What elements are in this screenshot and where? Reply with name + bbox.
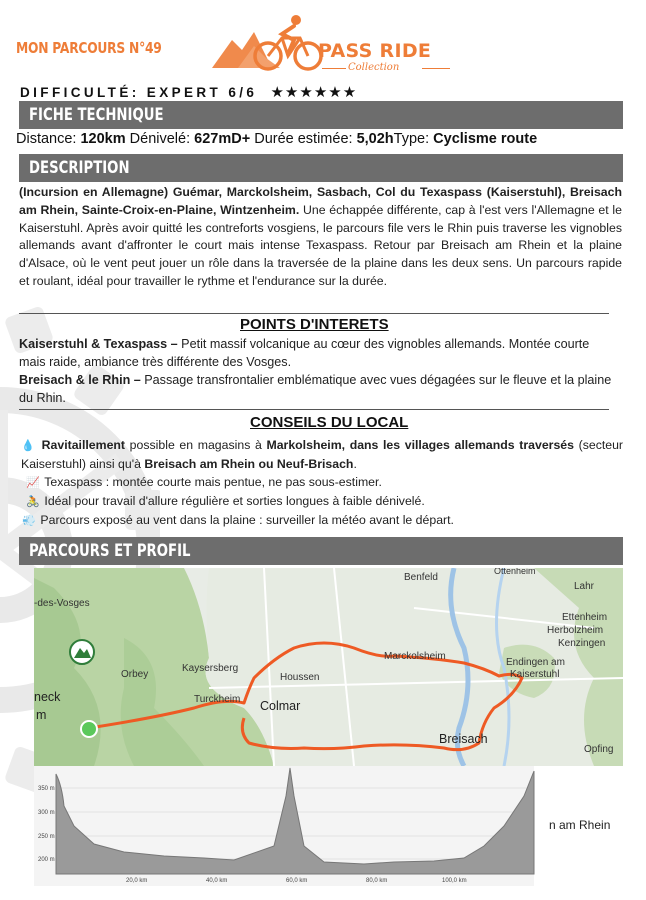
map-label-breisach: Breisach	[439, 732, 488, 746]
tip-item: 🚴 Idéal pour travail d'allure régulière et sorties longues à faible dénivelé.	[25, 492, 623, 511]
x-tick: 40,0 km	[206, 878, 228, 884]
route-number: MON PARCOURS N°49	[16, 39, 162, 57]
elevation-profile-chart	[34, 766, 623, 886]
map-label-ottenheim: Ottenheim	[494, 568, 536, 576]
y-tick: 250 m	[38, 834, 55, 840]
duration-value: 5,02h	[356, 131, 394, 147]
map-label-houssen: Houssen	[280, 672, 320, 683]
map-label-neck: neck	[34, 690, 61, 704]
difficulty-label: DIFFICULTÉ: EXPERT 6/6	[20, 85, 258, 100]
map-label-colmar: Colmar	[260, 699, 301, 713]
map-label-kaysersberg: Kaysersberg	[182, 663, 239, 674]
map-label-turckheim: Turckheim	[194, 694, 241, 705]
tips-list	[21, 436, 623, 530]
tech-title: FICHE TECHNIQUE	[29, 105, 164, 125]
y-tick: 350 m	[38, 786, 55, 792]
map-label-am-rhein: n am Rhein	[549, 818, 611, 832]
tip-item: 💨 Parcours exposé au vent dans la plaine : surveiller la météo avant le départ.	[21, 511, 623, 530]
poi-item	[19, 371, 619, 407]
duration-label: Durée estimée:	[254, 131, 353, 147]
y-tick: 200 m	[38, 857, 55, 863]
difficulty-rating	[20, 83, 357, 101]
map-label-herbolzheim: Herbolzheim	[547, 625, 604, 636]
map-label-marckolsheim: Marckolsheim	[384, 651, 446, 662]
x-tick: 20,0 km	[126, 878, 148, 884]
elevation-label: Dénivelé:	[129, 131, 191, 147]
map-label-ettenheim: Ettenheim	[562, 612, 608, 623]
chart-trend-icon: 📈	[26, 477, 40, 489]
cyclist-icon: 🚴	[26, 496, 40, 508]
section-header-description	[19, 154, 623, 182]
poi-name: Breisach & le Rhin –	[19, 373, 141, 387]
map-label-benfeld: Benfeld	[404, 572, 438, 583]
map-label-endingen: Endingen am	[506, 657, 565, 668]
tech-specs	[16, 131, 626, 147]
distance-label: Distance:	[16, 131, 77, 147]
tip-item: 💧 Ravitaillement possible en magasins à Markolsheim, dans les villages allemands traversés (secteur Kaiserstuhl) ainsi qu'à Breisach am Rhein ou Neuf-Brisach.	[21, 438, 624, 471]
description-body: Une échappée différente, cap à l'est vers l'Allemagne et le Kaiserstuhl. Après avoir quitté les contreforts vosgiens, le parcours file vers le Rhin puis traverse les vignobles allemands avant d'affronter le court mais intense Texaspass. Retour par Breisach am Rhein et la plaine d'Alsace, où le vent peut jouer un rôle dans la traversée de la plaine dans les deux sens. Un parcours rapide et roulant, idéal pour travailler le rythme et l'endurance sur la durée.	[19, 202, 622, 288]
description-title: DESCRIPTION	[29, 158, 130, 178]
x-tick: 80,0 km	[366, 878, 388, 884]
water-drop-icon: 💧	[21, 440, 35, 452]
divider	[19, 313, 609, 314]
tip-item: 📈 Texaspass : montée courte mais pentue, ne pas sous-estimer.	[25, 473, 623, 492]
poi-name: Kaiserstuhl & Texaspass –	[19, 337, 178, 351]
poi-title: POINTS D'INTERETS	[240, 316, 389, 333]
poi-text: Petit massif volcanique au cœur des vignobles allemands. Montée courte mais raide, ambiance très différente des Vosges.	[19, 337, 590, 369]
x-tick: 100,0 km	[442, 878, 467, 884]
logo-subtitle: Collection	[348, 62, 400, 73]
poi-item	[19, 335, 619, 371]
difficulty-stars: ★★★★★★	[270, 84, 358, 101]
map-label-lahr: Lahr	[574, 581, 595, 592]
map-label-vosges: -des-Vosges	[34, 598, 90, 609]
elevation-value: 627mD+	[194, 131, 251, 147]
description-intro: (Incursion en Allemagne) Guémar, Marckolsheim, Sasbach, Col du Texaspass (Kaiserstuhl), Breisach am Rhein, Sainte-Croix-en-Plaine, Wintzenheim.	[19, 185, 622, 217]
logo-text: PASS RIDE	[318, 40, 432, 62]
route-title: PARCOURS ET PROFIL	[29, 541, 191, 561]
route-map	[34, 568, 623, 766]
wind-icon: 💨	[22, 515, 36, 527]
map-label-m: m	[36, 708, 47, 722]
elevation-profile	[34, 766, 623, 886]
map-label-kenzingen: Kenzingen	[558, 638, 606, 649]
description-text	[19, 184, 622, 291]
map-label-kaiserstuhl: Kaiserstuhl	[510, 669, 560, 680]
distance-value: 120km	[80, 131, 126, 147]
x-tick: 60,0 km	[286, 878, 308, 884]
map-label-orbey: Orbey	[121, 669, 149, 680]
section-header-tech	[19, 101, 623, 129]
divider	[19, 409, 609, 410]
start-marker	[81, 721, 97, 737]
y-tick: 300 m	[38, 810, 55, 816]
tips-title: CONSEILS DU LOCAL	[250, 414, 409, 431]
section-header-route	[19, 537, 623, 565]
type-value: Cyclisme route	[433, 131, 538, 147]
type-label: Type:	[393, 131, 430, 147]
map-label-opfing: Opfing	[584, 744, 614, 755]
poi-text: Passage transfrontalier emblématique avec vues dégagées sur le fleuve et la plaine du Rhin.	[19, 373, 612, 405]
